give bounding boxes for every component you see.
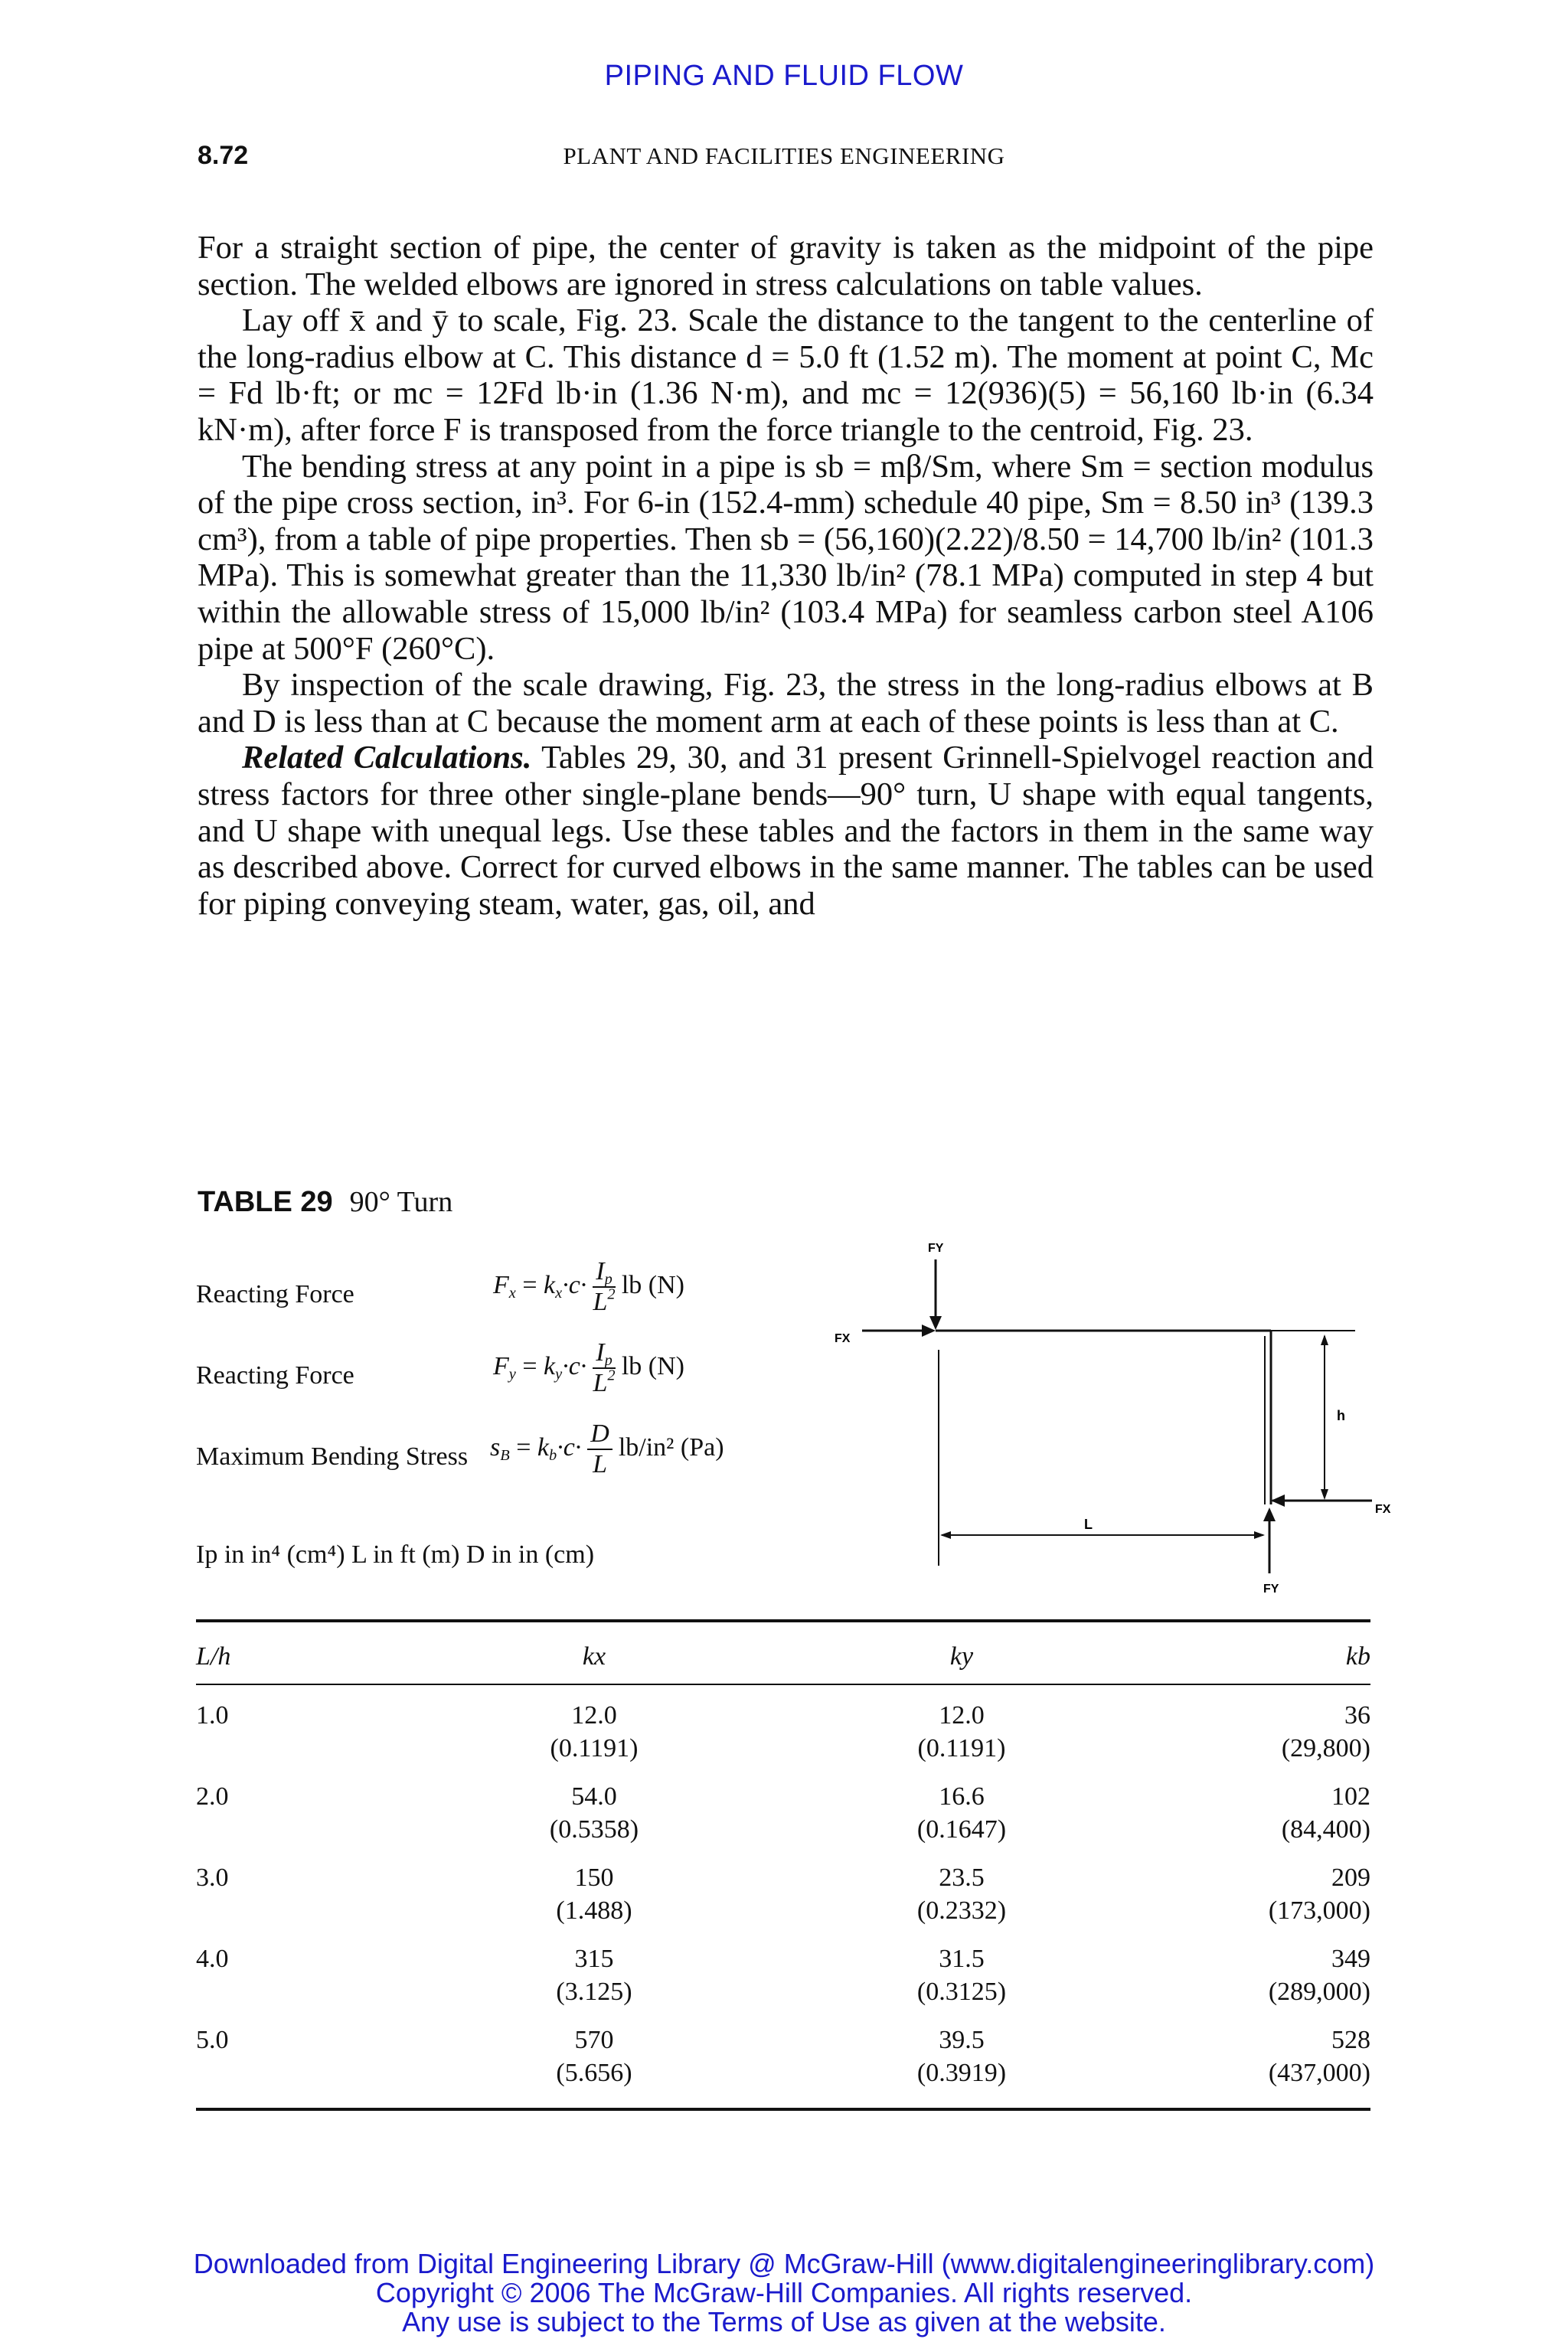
row-kx: 570 [574, 2026, 614, 2054]
label-l: L [1084, 1517, 1093, 1532]
formula-fx-unit: lb (N) [621, 1270, 684, 1299]
table-rule-bottom [196, 2108, 1370, 2111]
row-lh: 5.0 [196, 2026, 229, 2054]
ninety-degree-turn-diagram [827, 1236, 1393, 1619]
table-caption [198, 1185, 452, 1219]
row-kx-si: (0.1191) [550, 1734, 639, 1762]
row-ky-si: (0.3919) [916, 2059, 1007, 2087]
row-kb-si: (437,000) [1268, 2059, 1370, 2087]
row-ky: 39.5 [939, 2026, 985, 2054]
row-kb: 209 [1331, 1864, 1370, 1892]
top-title: PIPING AND FLUID FLOW [604, 60, 964, 92]
row-ky-si: (0.1647) [916, 1815, 1007, 1844]
row-kb-si: (29,800) [1281, 1734, 1370, 1762]
table-title: 90° Turn [349, 1186, 453, 1218]
fx-right-arrowhead [1271, 1494, 1285, 1507]
row-kx-si: (5.656) [556, 2059, 632, 2087]
row-ky: 31.5 [939, 1945, 985, 1973]
col-header-ky: ky [949, 1642, 974, 1671]
label-fx-left: FX [835, 1332, 851, 1345]
row-ky-si: (0.3125) [916, 1978, 1007, 2006]
paragraph-2: Lay off x̄ and ȳ to scale, Fig. 23. Scale the distance to the tangent to the centerline of the long-radius elbow at C. This distance d = 5.0 ft (1.52 m). The moment at point C, Mc = Fd lb·ft; or mc = 12Fd lb·in (1.36 N·m), and mc = 12(936)(5) = 56,160 lb·in (6.34 kN·m), after force F is transposed from the force triangle to the centroid, Fig. 23. [198, 302, 1374, 448]
row-kx-si: (1.488) [556, 1896, 632, 1925]
paragraph-5-text: Tables 29, 30, and 31 present Grinnell-Spielvogel reaction and stress factors for three other single-plane bends—90° turn, U shape with equal tangents, and U shape with unequal legs. Use these tables and the factors in them in the same way as described above. Correct for curved elbows in the same manner. The tables can be used for piping conveying steam, water, gas, oil, and [198, 740, 1374, 922]
formula-sb: $s_B = k_b\cdot c\cdot$ $\frac{D}{L}$ lb/in² (Pa) [490, 1419, 724, 1478]
row-kb-si: (173,000) [1268, 1896, 1370, 1925]
table-label: TABLE 29 [198, 1186, 333, 1218]
label-fy-bottom: FY [1263, 1583, 1279, 1596]
formula-2-label: Reacting Force [196, 1361, 354, 1390]
table-rule-top [196, 1619, 1370, 1622]
row-lh: 2.0 [196, 1782, 229, 1811]
row-ky: 12.0 [939, 1701, 985, 1730]
footer-download-link[interactable]: Downloaded from Digital Engineering Library @ McGraw-Hill (www.digitalengineeringlibrary.com) [193, 2248, 1375, 2279]
row-kx: 150 [574, 1864, 614, 1892]
formula-3-label: Maximum Bending Stress [196, 1442, 469, 1471]
paragraph-4: By inspection of the scale drawing, Fig. 23, the stress in the long-radius elbows at B and D is less than at C because the moment arm at each of these points is less than at C. [198, 667, 1374, 740]
label-h: h [1337, 1408, 1345, 1423]
related-calculations-heading: Related Calculations. [242, 740, 532, 776]
units-note: Ip in in⁴ (cm⁴) L in ft (m) D in in (cm) [196, 1540, 595, 1569]
formula-1-label: Reacting Force [196, 1280, 354, 1308]
row-kb: 349 [1331, 1945, 1370, 1973]
row-kb: 36 [1344, 1701, 1370, 1730]
fy-bottom-arrowhead [1263, 1508, 1276, 1521]
footer-terms: Any use is subject to the Terms of Use as given at the website. [402, 2306, 1166, 2337]
col-header-lh: L/h [196, 1642, 231, 1671]
row-kb-si: (84,400) [1281, 1815, 1370, 1844]
row-kb: 528 [1331, 2026, 1370, 2054]
formula-sb-unit: lb/in² (Pa) [618, 1432, 724, 1462]
row-ky: 23.5 [939, 1864, 985, 1892]
page-number: 8.72 [198, 141, 249, 170]
row-lh: 3.0 [196, 1864, 229, 1892]
row-kb-si: (289,000) [1268, 1978, 1370, 2006]
row-ky: 16.6 [939, 1782, 985, 1811]
table-rule-header [196, 1684, 1370, 1685]
row-kx: 54.0 [571, 1782, 617, 1811]
row-kx: 12.0 [571, 1701, 617, 1730]
formula-fy: $F_y = k_y\cdot c\cdot$ $\frac{I_p}{L^2}$ lb (N) [493, 1338, 684, 1397]
row-ky-si: (0.1191) [917, 1734, 1006, 1762]
col-header-kx: kx [582, 1642, 606, 1671]
body-text [198, 230, 1374, 922]
paragraph-5 [198, 740, 1374, 922]
row-lh: 1.0 [196, 1701, 229, 1730]
col-header-kb: kb [1345, 1642, 1370, 1671]
row-kb: 102 [1331, 1782, 1370, 1811]
row-lh: 4.0 [196, 1945, 229, 1973]
formula-fx: $F_x = k_x\cdot c\cdot$ $\frac{I_p}{L^2}$ lb (N) [493, 1257, 684, 1316]
row-ky-si: (0.2332) [916, 1896, 1007, 1925]
fx-left-arrowhead [922, 1325, 936, 1337]
label-fy-top: FY [928, 1242, 944, 1255]
paragraph-3: The bending stress at any point in a pipe is sb = mβ/Sm, where Sm = section modulus of the pipe cross section, in³. For 6-in (152.4-mm) schedule 40 pipe, Sm = 8.50 in³ (139.3 cm³), from a table of pipe properties. Then sb = (56,160)(2.22)/8.50 = 14,700 lb/in² (101.3 MPa). This is somewhat greater than the 11,330 lb/in² (78.1 MPa) computed in step 4 but within the allowable stress of 15,000 lb/in² (103.4 MPa) for seamless carbon steel A106 pipe at 500°F (260°C). [198, 448, 1374, 667]
row-kx-si: (0.5358) [549, 1815, 639, 1844]
running-head: PLANT AND FACILITIES ENGINEERING [563, 142, 1005, 169]
formula-fy-unit: lb (N) [621, 1351, 684, 1380]
row-kx: 315 [574, 1945, 614, 1973]
paragraph-1: For a straight section of pipe, the center of gravity is taken as the midpoint of the pipe section. The welded elbows are ignored in stress calculations on table values. [198, 230, 1374, 302]
fy-top-arrowhead [929, 1316, 942, 1330]
footer-copyright: Copyright © 2006 The McGraw-Hill Companies. All rights reserved. [375, 2277, 1193, 2308]
row-kx-si: (3.125) [556, 1978, 632, 2006]
label-fx-right: FX [1375, 1503, 1391, 1516]
